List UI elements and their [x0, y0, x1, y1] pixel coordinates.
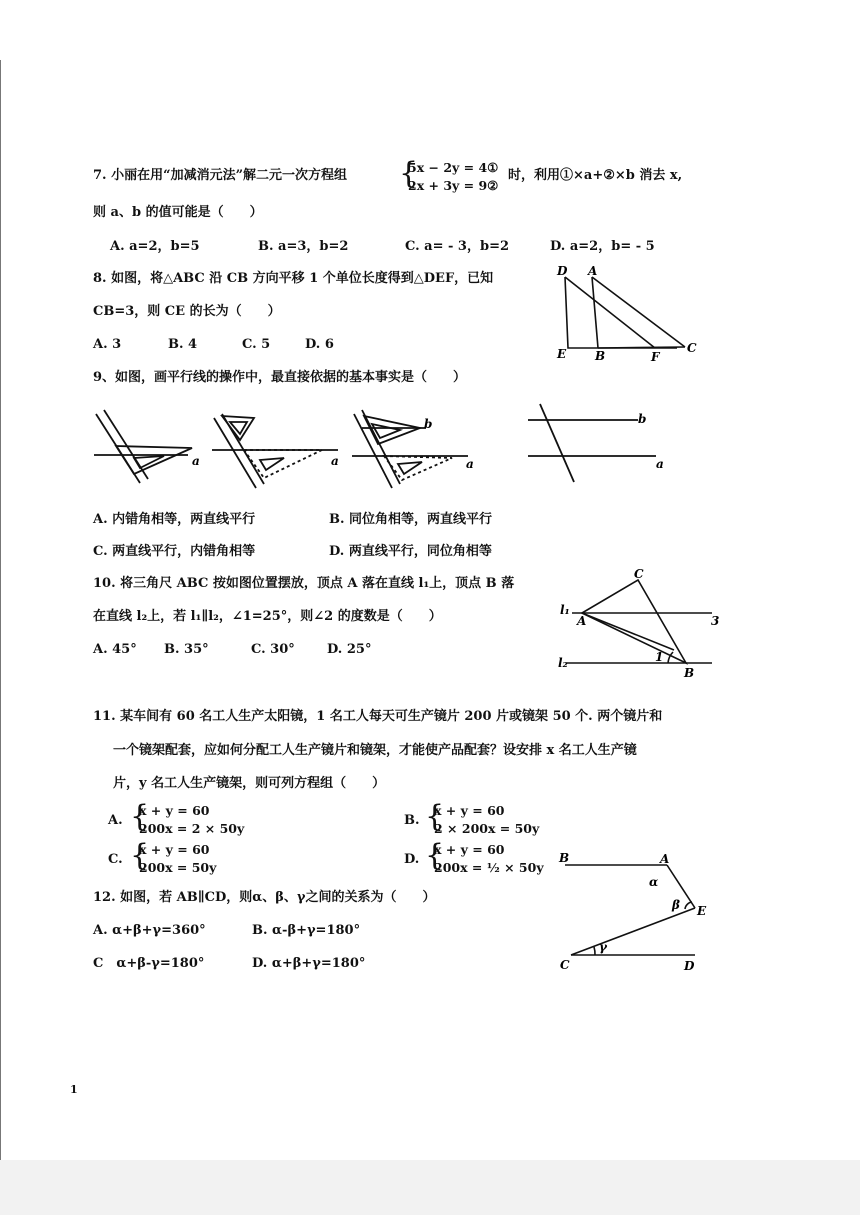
q9-panel4-label-a: a [656, 457, 664, 471]
q11-option-a-system: { x + y = 60 200x = 2 × 50y [130, 799, 245, 836]
q11-line1: 11. 某车间有 60 名工人生产太阳镜，1 名工人每天可生产镜片 200 片或镜架 50 个. 两个镜片和 [93, 709, 663, 724]
q7-option-a: A. a=2，b=5 [110, 239, 200, 254]
q12-figure [555, 845, 720, 975]
q9-option-b: B. 同位角相等，两直线平行 [329, 512, 493, 527]
q8-label-c: C [687, 341, 697, 355]
q12-label-gamma: γ [599, 940, 607, 954]
q12-option-d: D. α+β+γ=180° [252, 956, 366, 971]
q8-triangle-def [565, 277, 677, 348]
q7-option-d: D. a=2，b= - 5 [550, 239, 655, 254]
q10-triangle-abc [582, 580, 686, 663]
q8-figure [545, 260, 705, 365]
q10-figure [552, 566, 727, 681]
q8-label-f: F [651, 350, 660, 364]
q8-option-c: C. 5 [242, 337, 271, 352]
q12-label-alpha: α [649, 875, 659, 889]
q12-label-c: C [560, 958, 570, 972]
q11-option-a-eq1: x + y = 60 [139, 803, 210, 818]
q12-option-c: C α+β-γ=180° [93, 956, 205, 971]
q7-eq2: 2x + 3y = 9② [408, 178, 499, 193]
q11-option-a-eq2: 200x = 2 × 50y [139, 821, 245, 836]
q11-option-b-eq1: x + y = 60 [434, 803, 505, 818]
q11-option-c-eq2: 200x = 50y [139, 860, 217, 875]
q9-option-d: D. 两直线平行，同位角相等 [329, 544, 492, 559]
q8-label-d: D [557, 264, 568, 278]
q9-line1: 9、如图，画平行线的操作中，最直接依据的基本事实是（ ） [93, 370, 467, 385]
q11-option-d-eq1: x + y = 60 [434, 842, 505, 857]
q10-label-l1: l₁ [560, 603, 570, 617]
q12-label-d: D [684, 959, 695, 973]
q11-option-c-eq1: x + y = 60 [139, 842, 210, 857]
q8-line1: 8. 如图，将△ABC 沿 CB 方向平移 1 个单位长度得到△DEF，已知 [93, 271, 494, 286]
q11-option-b-eq2: 2 × 200x = 50y [434, 821, 540, 836]
q10-label-l2: l₂ [558, 656, 568, 670]
q8-option-b: B. 4 [168, 337, 198, 352]
q12-label-a: A [660, 852, 670, 866]
page-number: 1 [70, 1083, 78, 1096]
q8-label-b: B [595, 349, 606, 363]
q9-panel-4 [528, 404, 656, 482]
q9-option-c: C. 两直线平行，内错角相等 [93, 544, 256, 559]
q9-panel1-label-a: a [192, 454, 200, 468]
q11-option-a-label: A. [108, 813, 123, 828]
q9-panel3-label-b: b [424, 417, 433, 431]
q11-option-c-label: C. [108, 852, 123, 867]
q10-label-b: B [684, 666, 695, 680]
q11-option-c-system: { x + y = 60 200x = 50y [130, 838, 217, 875]
q9-panel2-label-a: a [331, 454, 339, 468]
q8-option-d: D. 6 [305, 337, 334, 352]
q8-option-a: A. 3 [93, 337, 122, 352]
q12-line1: 12. 如图，若 AB∥CD，则α、β、γ之间的关系为（ ） [93, 890, 436, 905]
q7-option-c: C. a= - 3，b=2 [405, 239, 510, 254]
q10-option-b: B. 35° [164, 642, 209, 657]
q10-option-a: A. 45° [93, 642, 137, 657]
q10-option-d: D. 25° [327, 642, 372, 657]
q12-label-beta: β [672, 898, 680, 912]
q7-tail: 时，利用①×a+②×b 消去 x, [508, 168, 683, 183]
q9-panel3-label-a: a [466, 457, 474, 471]
q12-option-a: A. α+β+γ=360° [93, 923, 206, 938]
scan-edge [0, 60, 1, 1160]
q11-line2: 一个镜架配套，应如何分配工人生产镜片和镜架，才能使产品配套？设安排 x 名工人生产镜 [113, 743, 637, 758]
q11-option-d-system: { x + y = 60 200x = ½ × 50y [425, 838, 544, 875]
q9-figure [88, 398, 688, 496]
q10-option-c: C. 30° [251, 642, 295, 657]
q7-option-b: B. a=3，b=2 [258, 239, 349, 254]
q11-line3: 片，y 名工人生产镜架，则可列方程组（ ） [113, 776, 386, 791]
q10-line2: 在直线 l₂上，若 l₁∥l₂，∠1=25°，则∠2 的度数是（ ） [93, 609, 442, 624]
q11-option-b-system: { x + y = 60 2 × 200x = 50y [425, 799, 540, 836]
q8-line2: CB=3，则 CE 的长为（ ） [93, 304, 281, 319]
q10-label-c: C [634, 567, 644, 581]
q7-line2: 则 a、b 的值可能是（ ） [93, 205, 263, 220]
q12-label-e: E [697, 904, 707, 918]
q8-label-e: E [557, 347, 567, 361]
q7-equation-system: { 5x − 2y = 4① 2x + 3y = 9② [399, 156, 499, 193]
q10-line1: 10. 将三角尺 ABC 按如图位置摆放，顶点 A 落在直线 l₁上，顶点 B 落 [93, 576, 515, 591]
q11-option-d-label: D. [404, 852, 420, 867]
q9-panel-2 [212, 414, 338, 488]
q12-option-b: B. α-β+γ=180° [252, 923, 361, 938]
q9-panel4-label-b: b [638, 412, 647, 426]
q9-panel-1 [94, 410, 192, 483]
q9-panel-3 [352, 410, 468, 488]
q8-triangle-abc [592, 277, 598, 348]
q9-option-a: A. 内错角相等，两直线平行 [93, 512, 256, 527]
q8-label-a: A [588, 264, 598, 278]
q10-label-3: 3 [711, 614, 720, 628]
q12-label-b: B [559, 851, 570, 865]
q11-option-d-eq2: 200x = ½ × 50y [434, 860, 544, 875]
q10-label-1: 1 [655, 650, 664, 664]
q7-lead: 7. 小丽在用“加减消元法”解二元一次方程组 [93, 168, 348, 183]
q11-option-b-label: B. [404, 813, 420, 828]
q7-eq1: 5x − 2y = 4① [408, 160, 499, 175]
q10-label-a: A [577, 614, 587, 628]
